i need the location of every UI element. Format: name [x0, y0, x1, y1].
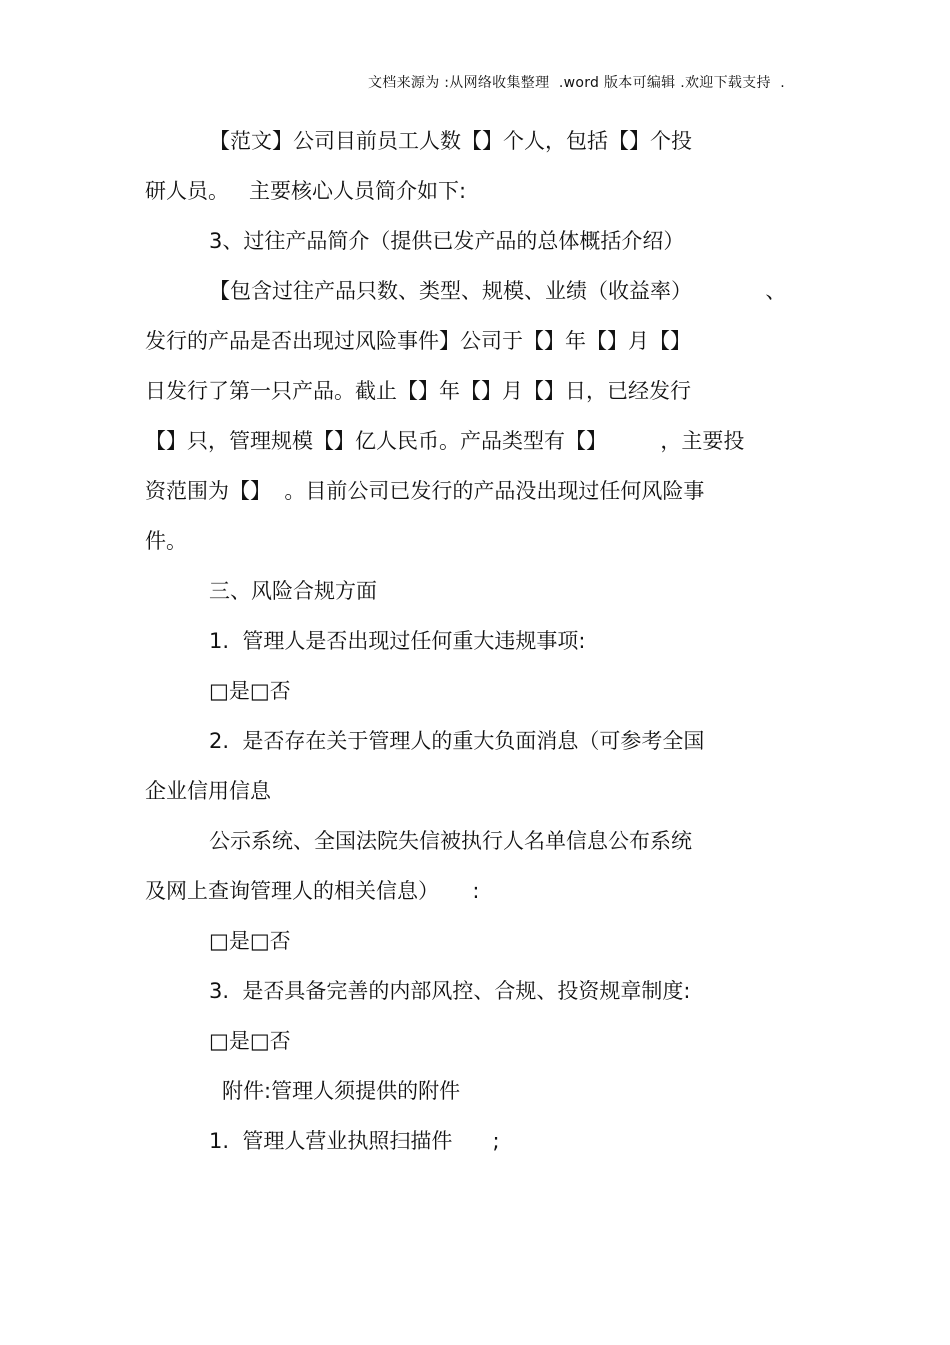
paragraph-products-line-4: 【】只，管理规模【】亿人民币。产品类型有【】 ，主要投 — [145, 429, 745, 453]
question-3: 3. 是否具备完善的内部风控、合规、投资规章制度: — [209, 979, 691, 1003]
paragraph-staff-line-2: 研人员。 主要核心人员简介如下: — [145, 179, 467, 203]
paragraph-products-line-2: 发行的产品是否出现过风险事件】公司于【】年【】月【】 — [145, 329, 691, 353]
attachment-item-1: 1. 管理人营业执照扫描件 ; — [209, 1129, 500, 1153]
section-heading-risk-compliance: 三、风险合规方面 — [209, 579, 377, 603]
checkbox-options-q2: □是□否 — [209, 929, 291, 953]
paragraph-products-line-5: 资范围为【】 。目前公司已发行的产品没出现过任何风险事 — [145, 479, 705, 503]
checkbox-options-q1: □是□否 — [209, 679, 291, 703]
question-1: 1. 管理人是否出现过任何重大违规事项: — [209, 629, 586, 653]
paragraph-products-line-3: 日发行了第一只产品。截止【】年【】月【】日，已经发行 — [145, 379, 691, 403]
document-source-header: 文档来源为 :从网络收集整理 .word 版本可编辑 .欢迎下载支持 . — [368, 75, 786, 91]
question-2-line-2: 企业信用信息 — [145, 779, 271, 803]
paragraph-products-line-6: 件。 — [145, 529, 187, 553]
paragraph-staff-line-1: 【范文】公司目前员工人数【】个人，包括【】个投 — [209, 129, 692, 153]
question-2-line-1: 2. 是否存在关于管理人的重大负面消息（可参考全国 — [209, 729, 705, 753]
attachments-heading: 附件:管理人须提供的附件 — [222, 1079, 461, 1103]
question-2-line-3: 公示系统、全国法院失信被执行人名单信息公布系统 — [209, 829, 692, 853]
heading-past-products: 3、过往产品简介（提供已发产品的总体概括介绍） — [209, 229, 685, 253]
paragraph-products-line-1: 【包含过往产品只数、类型、规模、业绩（收益率） 、 — [209, 279, 787, 303]
checkbox-options-q3: □是□否 — [209, 1029, 291, 1053]
question-2-line-4: 及网上查询管理人的相关信息） : — [145, 879, 480, 903]
